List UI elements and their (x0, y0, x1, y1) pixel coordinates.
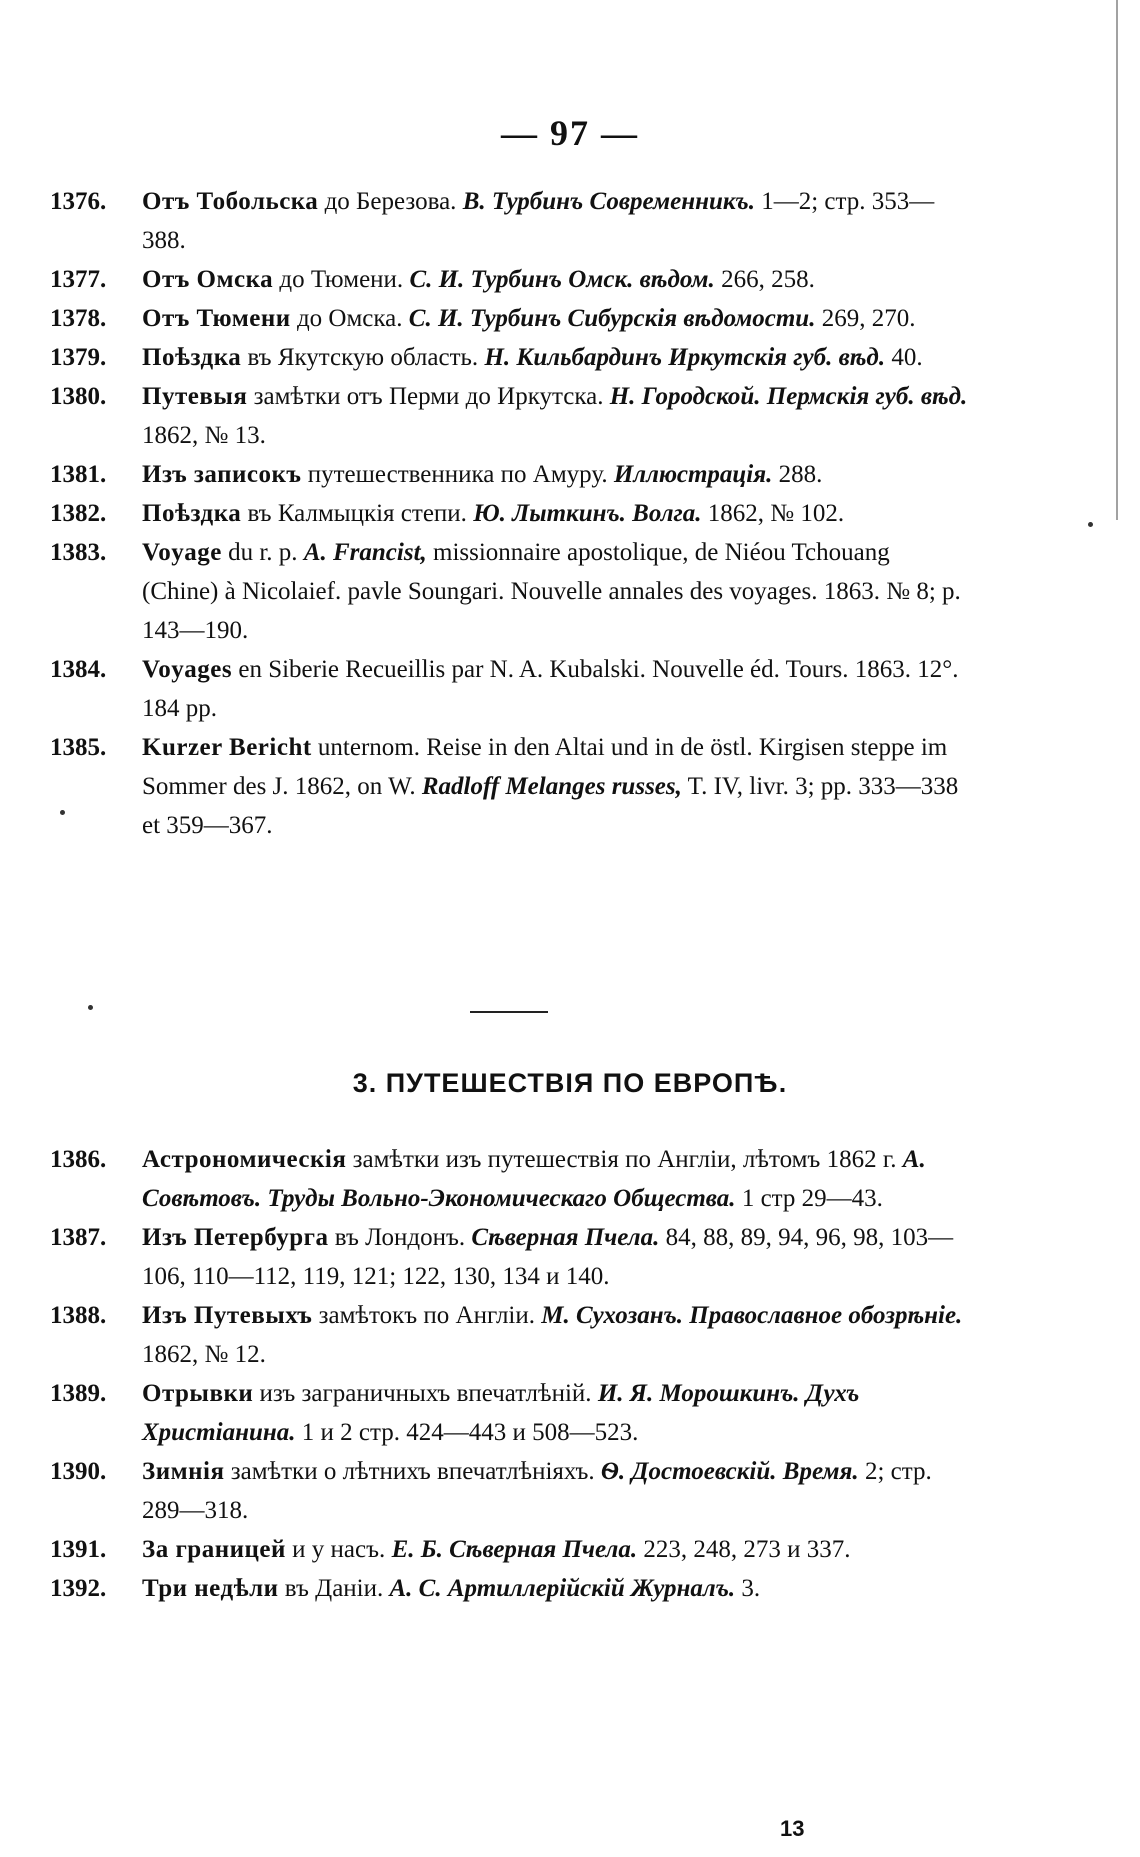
entry-author: A. Francist, (303, 539, 427, 566)
entry-author: Radloff (421, 773, 500, 800)
entry-title-head: Отъ Омска (142, 266, 274, 293)
entry-title-head: Поѣздка (142, 500, 242, 527)
entry-author: Ѳ. Достоевскій. (600, 1458, 777, 1485)
entry-citation: T. IV, livr. 3; pp. 333—338 et 359—367. (142, 773, 959, 839)
entry-text: въ Якутскую область. (241, 344, 485, 371)
entry-source: Сѣверная Пчела. (442, 1536, 638, 1563)
entry-author: М. Сухозанъ. (541, 1302, 684, 1329)
entry-number: 1388. (50, 1302, 107, 1329)
speck-mark (60, 810, 65, 815)
entry-source: Современникъ. (583, 188, 755, 215)
entry-author: Ю. Лыткинъ. (473, 500, 626, 527)
entry-text: въ Лондонъ. (328, 1224, 472, 1251)
page-number: — 97 — (501, 113, 639, 153)
entry-number: 1390. (50, 1458, 107, 1485)
entry-author: Н. Городской. (609, 383, 761, 410)
entry-citation: 1 и 2 стр. 424—443 и 508—523. (295, 1419, 639, 1446)
entry-author: Н. Кильбардинъ (484, 344, 663, 371)
entry-number: 1380. (50, 383, 107, 410)
entry-text: до Березова. (318, 188, 463, 215)
entry-title-head: Voyage (142, 539, 222, 566)
bibliography-list-bottom (50, 1140, 970, 1608)
bibliography-entry (50, 182, 970, 260)
entry-citation: 266, 258. (714, 266, 815, 293)
entry-author: В. Турбинъ (462, 188, 584, 215)
entry-source: Пермскія губ. вѣд. (760, 383, 968, 410)
entry-text: замѣтки о лѣтнихъ впечатлѣніяхъ. (224, 1458, 601, 1485)
entry-text: путешественника по Амуру. (301, 461, 614, 488)
bibliography-entry (50, 455, 970, 494)
entry-source: Православное обозрѣніе. (683, 1302, 963, 1329)
signature-mark: 13 (780, 1816, 805, 1841)
entry-author: С. И. Турбинъ (409, 266, 562, 293)
entry-text: и у насъ. (285, 1536, 392, 1563)
entry-text: замѣтки отъ Перми до Иркутска. (247, 383, 610, 410)
entry-title-head: Kurzer Bericht (142, 734, 312, 761)
bibliography-entry (50, 1374, 970, 1452)
entry-title-head: Отрывки (142, 1380, 254, 1407)
bibliography-entry (50, 1218, 970, 1296)
entry-source: Сибурскія вѣдомости. (561, 305, 816, 332)
entry-source: Омск. вѣдом. (561, 266, 715, 293)
section-divider (470, 1011, 548, 1013)
entry-source: Melanges russes, (499, 773, 682, 800)
entry-number: 1387. (50, 1224, 107, 1251)
entry-citation: 1 стр 29—43. (735, 1185, 883, 1212)
entry-citation: 2; стр. 289—318. (142, 1458, 932, 1524)
entry-number: 1378. (50, 305, 107, 332)
entry-number: 1385. (50, 734, 107, 761)
entry-source: Духъ Христіанина. (142, 1380, 860, 1446)
bibliography-entry (50, 1452, 970, 1530)
entry-text: unternom. Reise in den Altai und in de östl. Kirgisen steppe im Sommer des J. 1862, on W. (142, 734, 948, 800)
entry-citation: 288. (772, 461, 823, 488)
entry-source: Артиллерійскій Журналъ. (441, 1575, 736, 1602)
entry-title-head: За границей (142, 1536, 286, 1563)
page-edge-line (1116, 0, 1118, 520)
entry-number: 1384. (50, 656, 107, 683)
entry-citation: 223, 248, 273 и 337. (637, 1536, 851, 1563)
entry-number: 1391. (50, 1536, 107, 1563)
bibliography-entry (50, 260, 970, 299)
entry-text: en Siberie Recueillis par N. A. Kubalski. Nouvelle éd. Tours. 1863. 12°. 184 pp. (142, 656, 959, 722)
entry-number: 1377. (50, 266, 107, 293)
entry-text: замѣтокъ по Англіи. (312, 1302, 542, 1329)
entry-text: до Омска. (290, 305, 409, 332)
speck-mark (88, 1005, 93, 1010)
entry-source: Волга. (625, 500, 702, 527)
entry-source: Сѣверная Пчела. (471, 1224, 660, 1251)
entry-source: Иркутскія губ. вѣд. (662, 344, 886, 371)
entry-number: 1389. (50, 1380, 107, 1407)
entry-number: 1382. (50, 500, 107, 527)
bibliography-entry (50, 728, 970, 845)
entry-source: Иллюстрація. (613, 461, 773, 488)
bibliography-entry (50, 650, 970, 728)
bibliography-entry (50, 533, 970, 650)
entry-citation: 3. (735, 1575, 761, 1602)
speck-mark (1088, 522, 1093, 527)
bibliography-entry (50, 377, 970, 455)
entry-citation: 1862, № 13. (142, 422, 266, 449)
entry-number: 1381. (50, 461, 107, 488)
bibliography-list-top (50, 182, 970, 845)
entry-citation: 269, 270. (815, 305, 916, 332)
entry-author: С. И. Турбинъ (408, 305, 562, 332)
entry-source: Труды Вольно-Экономическаго Общества. (261, 1185, 736, 1212)
entry-citation: missionnaire apostolique, de Niéou Tchouang (Chine) à Nicolaief. pavle Soungari. Nouvelle annales des voyages. 1863. № 8; p. 143—190. (142, 539, 961, 644)
bibliography-entry (50, 1569, 970, 1608)
entry-citation: 1862, № 12. (142, 1341, 266, 1368)
entry-number: 1386. (50, 1146, 107, 1173)
entry-title-head: Астрономическія (142, 1146, 347, 1173)
entry-title-head: Зимнія (142, 1458, 225, 1485)
entry-text: въ Даніи. (278, 1575, 390, 1602)
bibliography-entry (50, 338, 970, 377)
entry-title-head: Поѣздка (142, 344, 242, 371)
entry-title-head: Изъ записокъ (142, 461, 302, 488)
bibliography-entry (50, 1530, 970, 1569)
entry-text: въ Калмыцкія степи. (241, 500, 474, 527)
entry-citation: 84, 88, 89, 94, 96, 98, 103—106, 110—112, 119, 121; 122, 130, 134 и 140. (142, 1224, 954, 1290)
entry-text: du r. p. (221, 539, 304, 566)
entry-source: Время. (776, 1458, 859, 1485)
bibliography-entry (50, 494, 970, 533)
entry-title-head: Voyages (142, 656, 233, 683)
entry-title-head: Изъ Петербурга (142, 1224, 329, 1251)
entry-title-head: Изъ Путевыхъ (142, 1302, 313, 1329)
bibliography-entry (50, 1140, 970, 1218)
entry-title-head: Отъ Тобольска (142, 188, 319, 215)
section-heading: 3. ПУТЕШЕСТВІЯ ПО ЕВРОПѢ. (352, 1068, 788, 1098)
entry-title-head: Путевыя (142, 383, 248, 410)
entry-author: И. Я. Морошкинъ. (597, 1380, 800, 1407)
entry-citation: 40. (885, 344, 923, 371)
entry-title-head: Три недѣли (142, 1575, 279, 1602)
entry-text: изъ заграничныхъ впечатлѣній. (253, 1380, 598, 1407)
entry-text: до Тюмени. (273, 266, 410, 293)
entry-number: 1392. (50, 1575, 107, 1602)
entry-number: 1379. (50, 344, 107, 371)
bibliography-entry (50, 299, 970, 338)
entry-text: замѣтки изъ путешествія по Англіи, лѣтомъ 1862 г. (346, 1146, 903, 1173)
entry-number: 1376. (50, 188, 107, 215)
entry-author: Е. Б. (391, 1536, 443, 1563)
entry-citation: 1—2; стр. 353—388. (142, 188, 935, 254)
entry-author: А. С. (389, 1575, 442, 1602)
entry-title-head: Отъ Тюмени (142, 305, 291, 332)
bibliography-entry (50, 1296, 970, 1374)
entry-number: 1383. (50, 539, 107, 566)
entry-author: А. Совѣтовъ. (142, 1146, 926, 1212)
entry-citation: 1862, № 102. (701, 500, 845, 527)
